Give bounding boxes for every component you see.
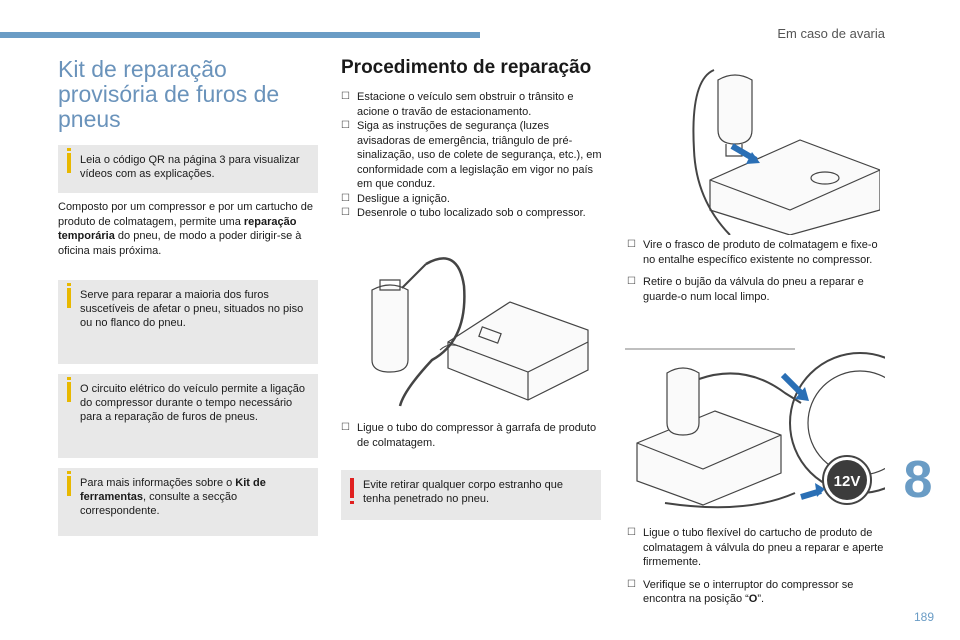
warning-text: Evite retirar qualquer corpo estranho que tenha penetrado no pneu. [363,479,563,505]
chapter-number [898,452,938,508]
step-text: Vire o frasco de produto de colmatagem e fixe-o no entalhe específico existente no compressor. [643,239,878,266]
tire-valve-connection-illustration [625,343,885,515]
bottle-on-compressor-illustration [690,60,880,235]
note-more-text-b: , consulte a secção correspondente. [80,491,238,517]
note-more [58,468,318,536]
step-item [627,526,889,570]
kit-title: Kit de reparação provisória de furos de pneus [58,56,280,132]
checkbox-icon: ☐ [341,91,350,102]
intro-paragraph [58,200,320,258]
note-qr-text: Leia o código QR na página 3 para visualizar vídeos com as explicações. [80,154,300,180]
warning-icon [350,478,354,498]
procedure-title: Procedimento de reparação [341,57,592,78]
checkbox-icon: ☐ [341,422,350,433]
step-item [341,90,603,119]
warning-note [341,470,601,520]
note-more-text-a: Para mais informações sobre o [80,477,236,489]
page-number: 189 [913,610,934,624]
header-accent-bar [0,32,480,38]
note-use [58,280,318,364]
step-text-b: ”. [757,593,765,605]
intro-text-a: Composto por um compressor e por um cartucho de produto de colmatagem, permite uma [58,201,313,228]
compressor-bottle-illustration [360,250,590,410]
intro-text-bold: reparação temporária [58,215,297,242]
chapter-number-text: 8 [903,451,933,509]
note-circuit [58,374,318,458]
step-item [341,206,603,221]
right-steps-b [627,526,889,607]
info-icon [67,476,71,496]
step-text: Ligue o tubo flexível do cartucho de produto de colmatagem à válvula do pneu a reparar e aperte firmemente. [643,527,884,568]
checkbox-icon: ☐ [341,207,350,218]
section-header: Em caso de avaria [777,26,885,41]
note-circuit-text: O circuito elétrico do veículo permite a ligação do compressor durante o tempo necessário para a reparação de furos de pneus. [80,383,305,423]
step-text-bold: O [748,593,758,605]
step-item [341,192,603,207]
connect-step-list [341,421,603,450]
step-text: Retire o bujão da válvula do pneu a reparar e guarde-o num local limpo. [643,276,864,303]
checkbox-icon: ☐ [341,192,350,204]
info-icon [67,382,71,402]
step-text: Estacione o veículo sem obstruir o trânsito e acione o travão de estacionamento. [357,91,574,118]
step-text-a: Verifique se o interruptor do compressor se encontra na posição “ [643,578,854,605]
step-text: Ligue o tubo do compressor à garrafa de produto de colmatagem. [357,422,597,449]
checkbox-icon: ☐ [627,527,636,538]
checkbox-icon: ☐ [627,276,636,287]
right-steps-a [627,238,889,304]
step-item [627,275,889,304]
step-item [627,238,889,267]
checkbox-icon: ☐ [341,120,350,131]
info-icon [67,288,71,308]
info-icon [67,153,71,173]
note-qr [58,145,318,193]
step-item [627,578,889,607]
step-item [341,119,603,192]
checkbox-icon: ☐ [627,578,636,590]
note-use-text: Serve para reparar a maioria dos furos suscetíveis de afetar o pneu, situados no piso ou no flanco do pneu. [80,289,304,329]
step-item [341,421,603,450]
step-text: Desligue a ignição. [357,192,450,205]
intro-text-b: do pneu, de modo a poder dirigir-se à oficina mais próxima. [58,230,302,257]
note-more-text-bold: Kit de ferramentas [80,477,266,503]
step-text: Siga as instruções de segurança (luzes avisadoras de emergência, triângulo de pré-sinalização, uso de colete de segurança, etc.), em conformidade com a legislação em vigor no país em que conduz. [357,120,602,190]
procedure-steps [341,90,603,221]
step-text: Desenrole o tubo localizado sob o compressor. [357,207,586,219]
checkbox-icon: ☐ [627,239,636,250]
plug-12v-label: 12V [833,473,861,490]
